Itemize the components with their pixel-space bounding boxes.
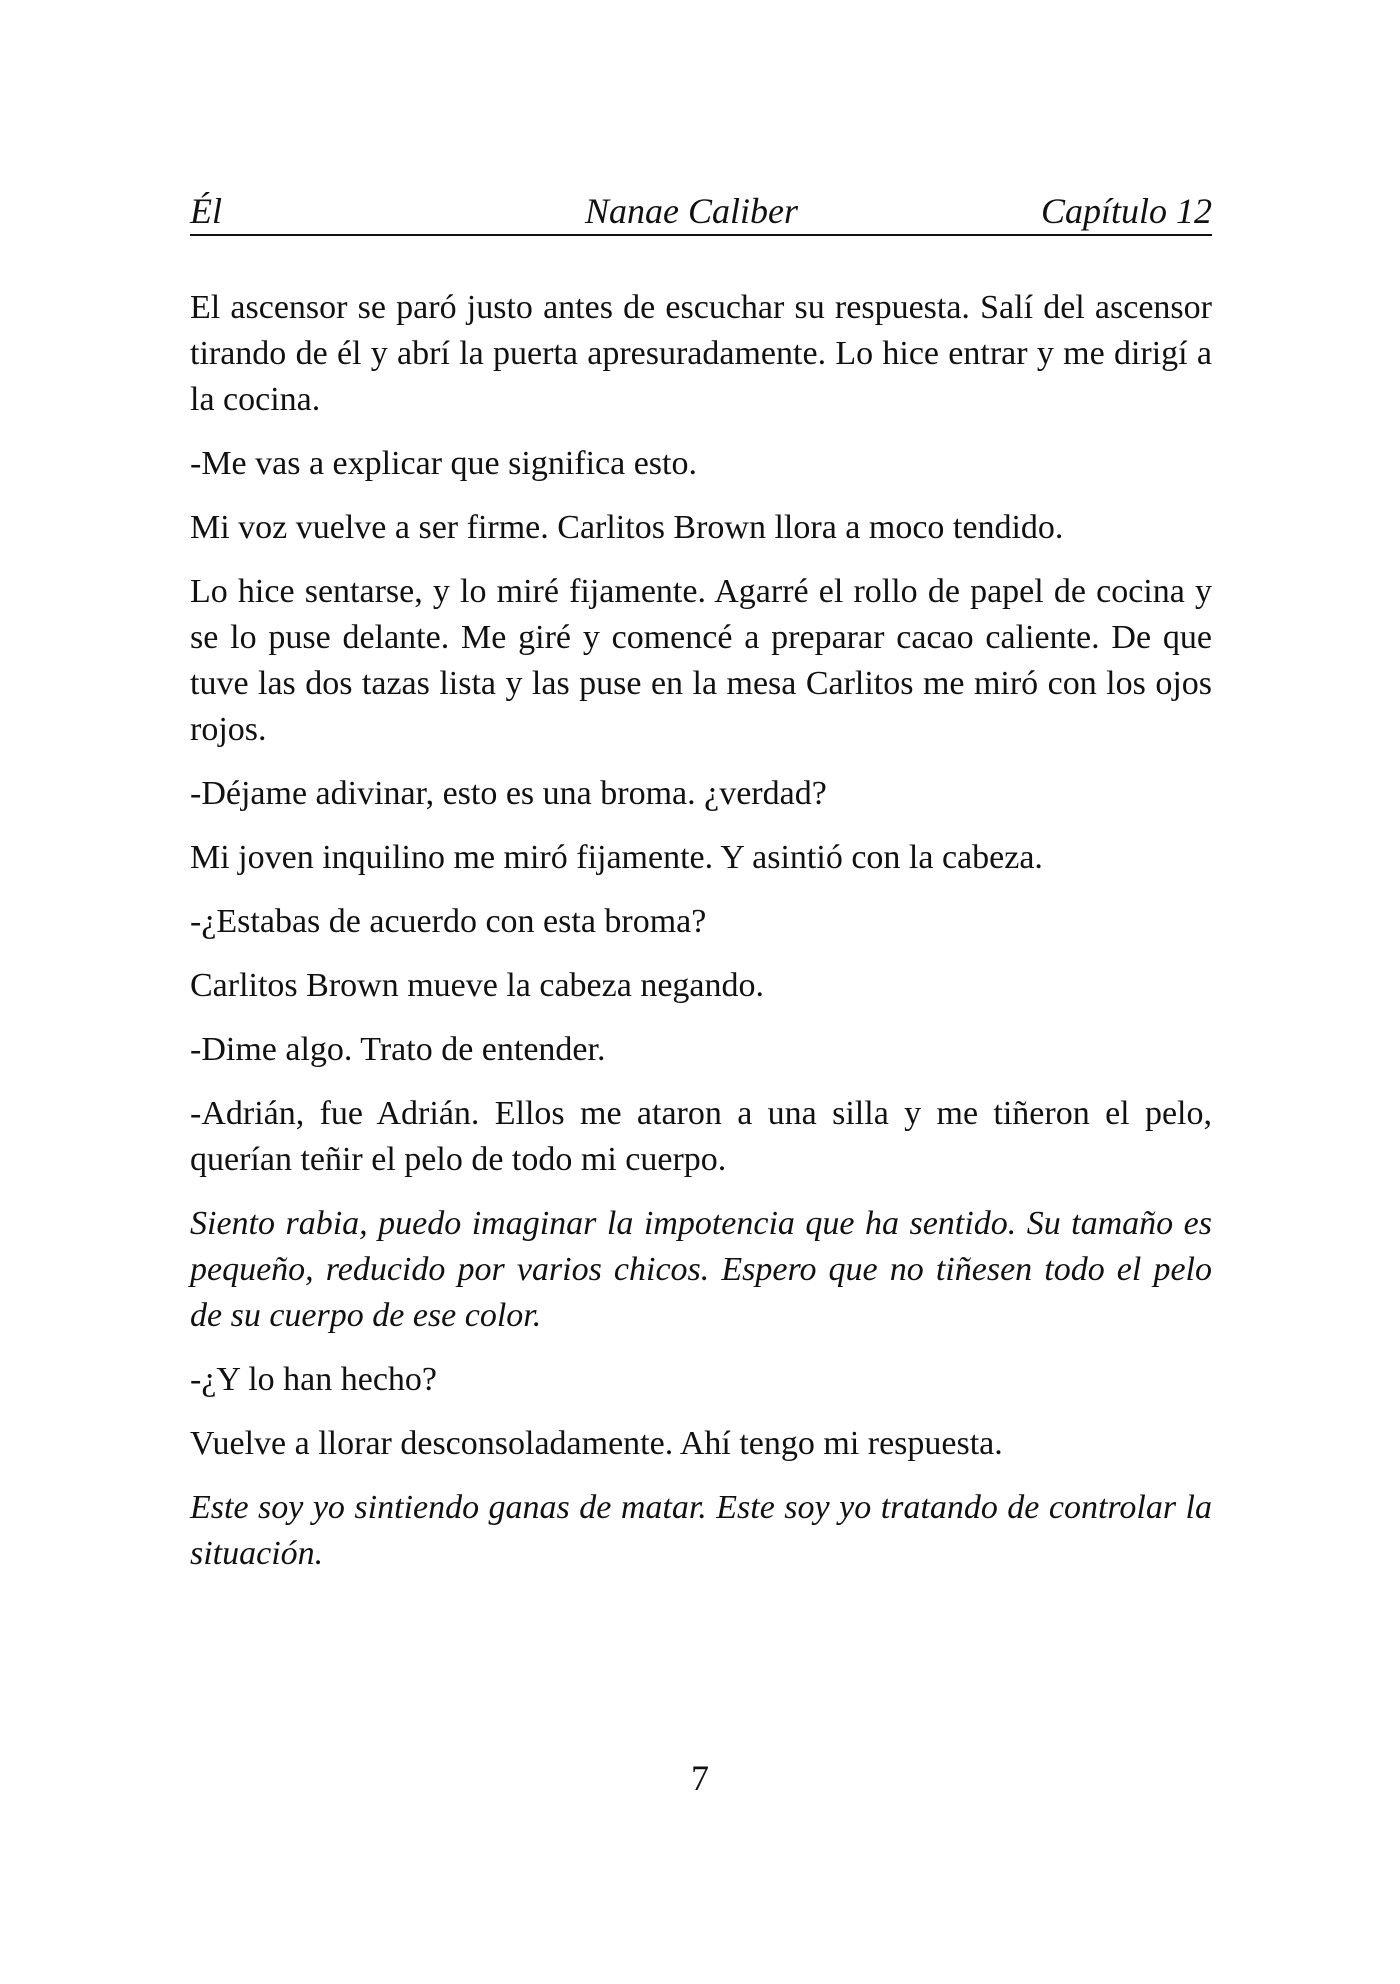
- running-header: [190, 188, 1212, 236]
- paragraph-3: Mi voz vuelve a ser firme. Carlitos Brown llora a moco tendido.: [190, 509, 1064, 546]
- paragraph-8: Carlitos Brown mueve la cabeza negando.: [190, 967, 765, 1004]
- page-number: 7: [691, 1758, 709, 1798]
- paragraph-10: -Adrián, fue Adrián. Ellos me ataron a una silla y me tiñeron el pelo, querían teñir el pelo de todo mi cuerpo.: [190, 1095, 1212, 1178]
- paragraph-5: -Déjame adivinar, esto es una broma. ¿verdad?: [190, 775, 827, 812]
- paragraph-6: Mi joven inquilino me miró fijamente. Y asintió con la cabeza.: [190, 839, 1043, 876]
- paragraph-1: El ascensor se paró justo antes de escuchar su respuesta. Salí del ascensor tirando de él y abrí la puerta apresuradamente. Lo hice entrar y me dirigí a la cocina.: [190, 289, 1212, 418]
- header-book-title: Él: [190, 191, 222, 231]
- paragraph-12: -¿Y lo han hecho?: [190, 1361, 438, 1398]
- paragraph-4: Lo hice sentarse, y lo miré fijamente. Agarré el rollo de papel de cocina y se lo puse delante. Me giré y comencé a preparar cacao caliente. De que tuve las dos tazas lista y las puse en la mesa Carlitos me miró con los ojos rojos.: [190, 573, 1212, 748]
- chapter-body: [190, 285, 1212, 1595]
- paragraph-13: Vuelve a llorar desconsoladamente. Ahí tengo mi respuesta.: [190, 1425, 1003, 1462]
- paragraph-11-italic: Siento rabia, puedo imaginar la impotencia que ha sentido. Su tamaño es pequeño, reducido por varios chicos. Espero que no tiñesen todo el pelo de su cuerpo de ese color.: [190, 1205, 1212, 1334]
- paragraph-2: -Me vas a explicar que significa esto.: [190, 445, 697, 482]
- header-author: Nanae Caliber: [585, 191, 798, 231]
- header-chapter: Capítulo 12: [1040, 191, 1212, 231]
- paragraph-9: -Dime algo. Trato de entender.: [190, 1031, 606, 1068]
- paragraph-7: -¿Estabas de acuerdo con esta broma?: [190, 903, 707, 940]
- paragraph-14-italic: Este soy yo sintiendo ganas de matar. Este soy yo tratando de controlar la situación.: [190, 1489, 1212, 1572]
